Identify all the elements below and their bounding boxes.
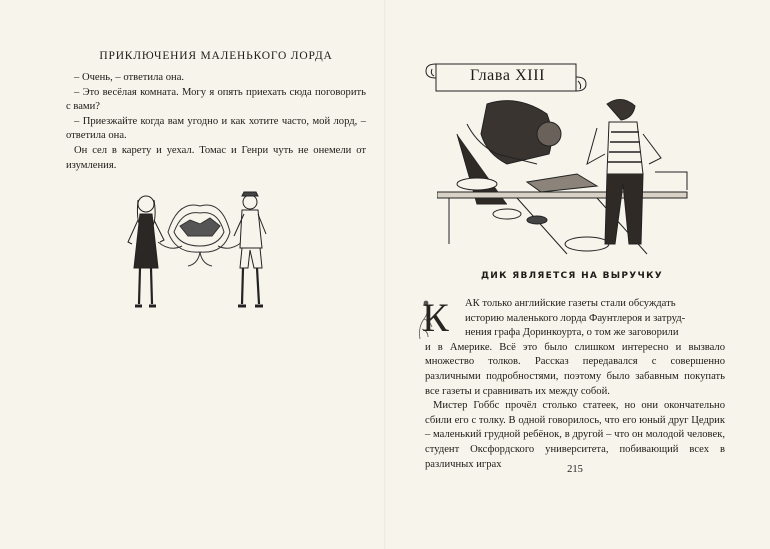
chapter-subtitle: ДИК ЯВЛЯЕТСЯ НА ВЫРУЧКУ	[480, 271, 663, 281]
right-page	[385, 0, 770, 549]
first-paragraph	[422, 295, 725, 399]
page-number: 215	[567, 464, 583, 475]
illustration-shop-scene	[437, 94, 692, 264]
drop-cap	[416, 297, 454, 343]
illustration-girl-and-boy	[108, 180, 288, 330]
right-text	[422, 295, 725, 472]
paragraph: и в Америке. Всё это было слишком интересно и вызвало множество толков. Рассказ передавался с совершенно различными подробностями, поэтому было забавным покупать все газеты и сравнивать их между собой.	[425, 341, 725, 397]
text-line: историю маленького лорда Фаунтлероя и затруд-	[465, 312, 686, 324]
paragraph: – Приезжайте когда вам угодно и как хотите часто, мой лорд, – ответила она.	[66, 115, 366, 142]
paragraph: – Это весёлая комната. Могу я опять приехать сюда поговорить с вами?	[66, 86, 366, 113]
drop-cap-letter: К	[422, 295, 449, 340]
paragraph: – Очень, – ответила она.	[74, 72, 185, 83]
text-line: АК только английские газеты стали обсуждать	[465, 298, 676, 309]
paragraph: Мистер Гоббс прочёл столько статеек, но они окончательно сбили его с толку. В одной говорилось, что его юный друг Цедрик – маленький грудной ребёнок, в другой – что он молодой человек, студент Оксфордского университета, побивающий всех в различных играх	[425, 400, 725, 470]
paragraph: Он сел в карету и уехал. Томас и Генри чуть не онемели от изумления.	[66, 144, 366, 171]
chapter-title: Глава XIII	[469, 67, 546, 84]
running-head: ПРИКЛЮЧЕНИЯ МАЛЕНЬКОГО ЛОРДА	[99, 50, 333, 62]
text-line: нения графа Доринкоурта, о том же заговорили	[465, 327, 679, 339]
left-text	[66, 71, 366, 173]
